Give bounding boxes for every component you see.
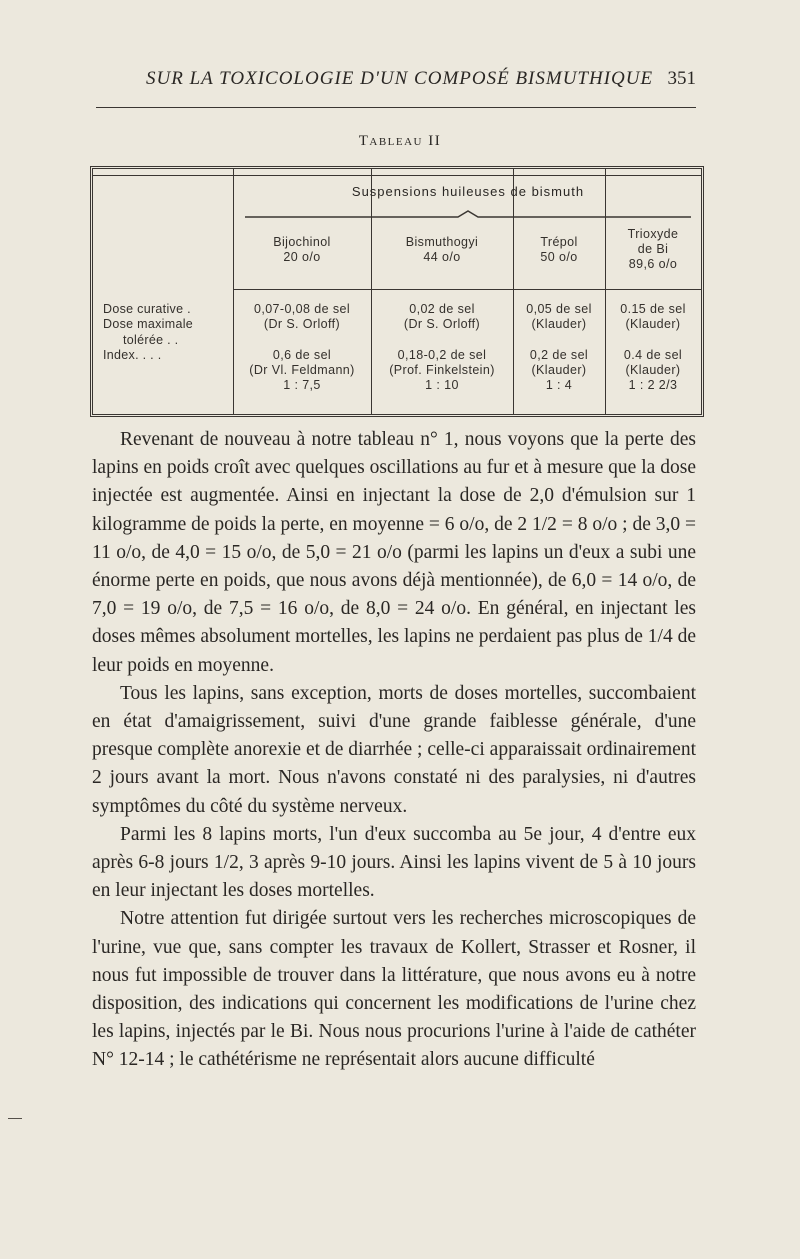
brace-rule: [243, 209, 693, 221]
col2-curative-value: 0,02 de sel: [409, 302, 475, 316]
col3-max-source: (Klauder): [531, 363, 587, 377]
col4-max-source: (Klauder): [625, 363, 681, 377]
col1-sub: 20 o/o: [283, 250, 321, 264]
row-label-dose-curative: Dose curative .: [103, 302, 191, 316]
col2-header: [371, 235, 513, 265]
col4-sub2: 89,6 o/o: [628, 257, 678, 271]
body-text: [92, 426, 696, 1075]
col4-curative-source: (Klauder): [625, 317, 681, 331]
col2-name: Bismuthogyi: [405, 235, 479, 249]
col2-dose-curative: [371, 302, 513, 332]
data-table: [90, 166, 704, 417]
col2-max-source: (Prof. Finkelstein): [389, 363, 495, 377]
table-inner-rule: [93, 175, 701, 176]
header-rule: [96, 107, 696, 108]
col2-sub: 44 o/o: [423, 250, 461, 264]
col1-curative-source: (Dr S. Orloff): [263, 317, 341, 331]
col4-sub: de Bi: [637, 242, 669, 256]
col4-name: Trioxyde: [627, 227, 679, 241]
col3-max-value: 0,2 de sel: [529, 348, 589, 362]
col3-index: 1 : 4: [545, 378, 573, 392]
col3-curative-value: 0,05 de sel: [526, 302, 592, 316]
col2-curative-source: (Dr S. Orloff): [403, 317, 481, 331]
col1-index: 1 : 7,5: [283, 378, 321, 392]
row-label-dose-max: Dose maximale: [103, 317, 194, 332]
col1-max-source: (Dr Vl. Feldmann): [249, 363, 355, 377]
col4-dose-curative: [605, 302, 701, 332]
col2-dose-max: [371, 348, 513, 393]
col1-header: [233, 235, 371, 265]
col3-header: [513, 235, 605, 265]
col4-index: 1 : 2 2/3: [628, 378, 678, 392]
running-header: [96, 68, 696, 98]
col3-name: Trépol: [540, 235, 578, 249]
col1-name: Bijochinol: [273, 235, 331, 249]
col4-max-value: 0.4 de sel: [623, 348, 683, 362]
page-number: 351: [667, 68, 696, 89]
col3-sub: 50 o/o: [540, 250, 578, 264]
table-title: Tableau II: [358, 133, 442, 149]
row-label-toleree: tolérée . .: [123, 332, 179, 347]
running-title: SUR LA TOXICOLOGIE D'UN COMPOSÉ BISMUTHIQUE: [146, 68, 654, 89]
paragraph: Parmi les 8 lapins morts, l'un d'eux succomba au 5e jour, 4 d'entre eux après 6-8 jours 1/2, 3 après 9-10 jours. Ainsi les lapins vivent de 5 à 10 jours en leur injectant les doses mortelles.: [92, 823, 696, 902]
col1-max-value: 0,6 de sel: [272, 348, 332, 362]
col1-dose-curative: [233, 302, 371, 332]
col3-curative-source: (Klauder): [531, 317, 587, 331]
row-labels: [103, 302, 233, 363]
col3-dose-max: [513, 348, 605, 393]
col2-max-value: 0,18-0,2 de sel: [397, 348, 487, 362]
paragraph: Tous les lapins, sans exception, morts de doses mortelles, succombaient en état d'amaigrissement, suivi d'une grande faiblesse générale, d'une presque complète anorexie et de diarrhée ; celle-ci apparaissait ordinairement 2 jours avant la mort. Nous n'avons constaté ni des paralysies, ni d'autres symptômes du côté du système nerveux.: [92, 682, 696, 817]
paragraph: Revenant de nouveau à notre tableau n° 1, nous voyons que la perte des lapins en poids croît avec quelques oscillations au fur et à mesure que la dose injectée est augmentée. Ainsi en injectant la dose de 2,0 d'émulsion sur 1 kilogramme de poids la perte, en moyenne = 6 o/o, de 2 1/2 = 8 o/o ; de 3,0 = 11 o/o, de 4,0 = 15 o/o, de 5,0 = 21 o/o (parmi les lapins un d'eux a subi une énorme perte en poids, que nous avons déjà mentionnée), de 6,0 = 14 o/o, de 7,0 = 19 o/o, de 7,5 = 16 o/o, de 8,0 = 24 o/o. En général, en injectant les doses mêmes absolument mortelles, les lapins ne perdaient pas plus de 1/4 de leur poids en moyenne.: [92, 429, 696, 676]
col4-header: [605, 227, 701, 272]
col1-dose-max: [233, 348, 371, 393]
col3-dose-curative: [513, 302, 605, 332]
group-header: Suspensions huileuses de bismuth: [351, 184, 585, 199]
col4-curative-value: 0.15 de sel: [620, 302, 686, 316]
col2-index: 1 : 10: [425, 378, 459, 392]
row-label-index: Index. . . .: [103, 347, 162, 362]
table-header-rule: [233, 289, 701, 290]
margin-mark: [8, 1118, 22, 1119]
paragraph: Notre attention fut dirigée surtout vers les recherches microscopiques de l'urine, vue que, sans compter les travaux de Kollert, Strasser et Rosner, il nous fut impossible de trouver dans la littérature, que nous avons eu à notre disposition, des indications qui concernent les modifications de l'urine chez les lapins, injectés par le Bi. Nous nous procurions l'urine à l'aide de cathéter N° 12-14 ; le cathétérisme ne représentait alors aucune difficulté: [92, 908, 696, 1071]
col1-curative-value: 0,07-0,08 de sel: [253, 302, 351, 316]
col4-dose-max: [605, 348, 701, 393]
